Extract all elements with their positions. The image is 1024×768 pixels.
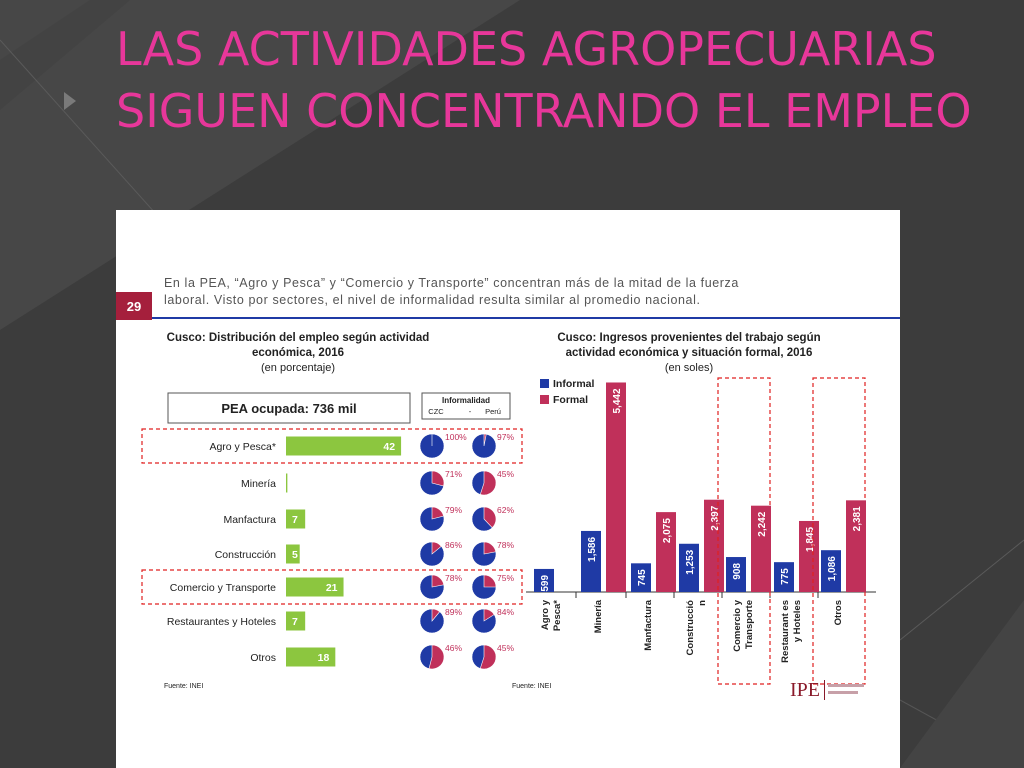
x-tick-label-comercio-y-transporte-line-2: Transporte (744, 600, 755, 650)
informalidad-col-czc: CZC (428, 407, 444, 416)
right-chart-title-2: actividad económica y situación formal, 2016 (565, 347, 813, 359)
bar-value-formal-restaurantes-y-hoteles: 1,845 (805, 526, 816, 552)
pie-label-peru-construccion: 78% (497, 540, 515, 550)
x-tick-label-restaurantes-y-hoteles: Restaurant es (780, 600, 791, 663)
informalidad-col-sep: - (468, 407, 472, 416)
intro-line-1: En la PEA, “Agro y Pesca” y “Comercio y Transporte” concentran más de la mitad de la fuerza (164, 276, 739, 290)
bar-value-formal-otros: 2,381 (852, 506, 863, 532)
bar-value-construccion: 5 (292, 549, 298, 561)
pie-label-peru-agro-y-pesca: 97% (497, 432, 515, 442)
logo-tagline-line-1 (828, 684, 864, 687)
right-chart-title-1: Cusco: Ingresos provenientes del trabajo según (557, 332, 821, 344)
x-tick-label-mineria: Minería (593, 600, 604, 634)
left-chart-title-2: económica, 2016 (251, 347, 345, 359)
pie-formal-slice-peru-construccion (484, 542, 496, 554)
x-tick-label-construccion-line-2: n (697, 600, 708, 606)
pie-label-peru-mineria: 45% (497, 469, 515, 479)
informalidad-label: Informalidad (441, 396, 491, 405)
right-chart-source: Fuente: INEI (512, 683, 552, 690)
pie-formal-slice-peru-comercio-y-transporte (484, 575, 496, 587)
bullet-arrow-icon (64, 92, 76, 110)
x-tick-label-agro-y-pesca: Agro y (540, 600, 551, 631)
pie-formal-slice-czc-mineria (432, 471, 444, 486)
category-label-agro-y-pesca: Agro y Pesca* (209, 441, 276, 453)
left-chart-source: Fuente: INEI (164, 683, 204, 690)
x-tick-label-comercio-y-transporte: Comercio y (732, 600, 743, 652)
pie-label-czc-comercio-y-transporte: 78% (445, 573, 463, 583)
category-label-comercio-y-transporte: Comercio y Transporte (169, 582, 276, 594)
category-label-mineria: Minería (240, 478, 276, 490)
pie-label-czc-mineria: 71% (445, 469, 463, 479)
chart-canvas (116, 210, 900, 768)
legend-informal-label: Informal (553, 378, 595, 390)
pea-label: PEA ocupada: 736 mil (221, 401, 357, 416)
pie-label-czc-manfactura: 79% (445, 505, 463, 515)
pie-formal-slice-czc-comercio-y-transporte (432, 575, 444, 587)
income-bar-chart (526, 378, 876, 684)
page-number: 29 (126, 299, 142, 314)
bar-value-informal-mineria: 1,586 (587, 536, 598, 562)
bar-value-informal-agro-y-pesca: 599 (540, 574, 551, 592)
x-tick-label-manfactura: Manfactura (643, 600, 654, 651)
bar-value-formal-manfactura: 2,075 (662, 518, 673, 544)
bar-value-formal-construccion: 2,397 (710, 505, 721, 531)
bar-value-informal-comercio-y-transporte: 908 (732, 563, 743, 580)
bar-value-informal-restaurantes-y-hoteles: 775 (780, 568, 791, 585)
legend-formal-swatch (540, 395, 549, 404)
bar-mineria (286, 474, 287, 493)
employment-bar-chart (142, 429, 522, 669)
pie-label-peru-otros: 45% (497, 643, 515, 653)
bar-value-otros: 18 (317, 652, 330, 664)
x-tick-label-construccion: Construcció (685, 600, 696, 656)
bar-value-comercio-y-transporte: 21 (325, 582, 338, 594)
bar-value-informal-otros: 1,086 (827, 556, 838, 582)
left-chart-subtitle: (en porcentaje) (261, 362, 335, 374)
pie-label-peru-manfactura: 62% (497, 505, 515, 515)
logo-divider (824, 680, 825, 700)
bar-value-informal-construccion: 1,253 (685, 549, 696, 575)
bar-value-agro-y-pesca: 42 (383, 441, 396, 453)
category-label-construccion: Construcción (214, 549, 276, 561)
slide-title: LAS ACTIVIDADES AGROPECUARIAS SIGUEN CONCENTRANDO EL EMPLEO (116, 22, 972, 138)
legend-formal-label: Formal (553, 394, 589, 406)
intro-line-2: laboral. Visto por sectores, el nivel de informalidad resulta similar al promedio nacional. (164, 293, 701, 307)
pie-label-czc-construccion: 86% (445, 540, 463, 550)
pie-label-czc-restaurantes-y-hoteles: 89% (445, 607, 463, 617)
slide-content (116, 210, 900, 768)
x-tick-label-agro-y-pesca-line-2: Pesca* (552, 600, 563, 632)
category-label-manfactura: Manfactura (223, 514, 276, 526)
legend-informal-swatch (540, 379, 549, 388)
x-tick-label-restaurantes-y-hoteles-line-2: y Hoteles (792, 600, 803, 643)
ipe-logo: IPE (790, 679, 820, 701)
pie-label-czc-agro-y-pesca: 100% (445, 432, 467, 442)
bar-value-formal-comercio-y-transporte: 2,242 (757, 511, 768, 537)
category-label-otros: Otros (250, 652, 276, 664)
bar-value-restaurantes-y-hoteles: 7 (292, 616, 298, 628)
bar-value-informal-manfactura: 745 (637, 569, 648, 587)
pie-label-peru-comercio-y-transporte: 75% (497, 573, 515, 583)
category-label-restaurantes-y-hoteles: Restaurantes y Hoteles (166, 616, 276, 628)
pie-label-peru-restaurantes-y-hoteles: 84% (497, 607, 515, 617)
bar-value-manfactura: 7 (292, 514, 298, 526)
informalidad-col-peru: Perú (485, 407, 501, 416)
bar-value-formal-mineria: 5,442 (612, 388, 623, 414)
x-tick-label-otros: Otros (833, 600, 844, 626)
right-chart-subtitle: (en soles) (664, 362, 714, 374)
logo-tagline-line-2 (828, 691, 858, 694)
left-chart-title-1: Cusco: Distribución del empleo según actividad (166, 332, 430, 344)
pie-label-czc-otros: 46% (445, 643, 463, 653)
